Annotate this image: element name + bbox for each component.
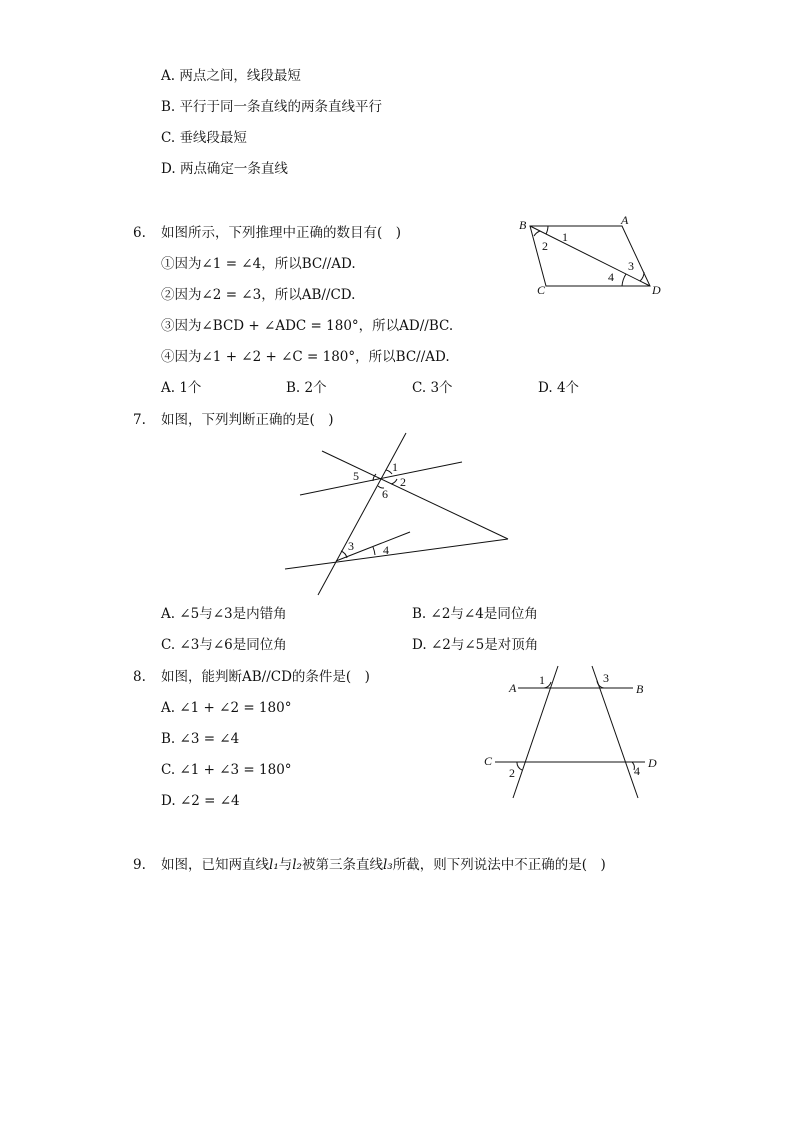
item-marker: ④ [161,349,175,365]
angle-4-label: 4 [383,543,389,557]
option-text: ∠2 = ∠4 [179,793,240,809]
angle-2-label: 2 [400,475,406,489]
transversal-left [513,666,558,798]
stem-text: 与 [278,857,293,873]
option-label: A. [161,380,176,396]
q7-stem: 如图，下列判断正确的是( ) [161,412,334,428]
option-text: ∠1 + ∠2 = 180° [179,700,292,716]
point-b-label: B [519,218,527,232]
angle-arc-2 [517,762,522,770]
point-b-label: B [636,682,644,696]
option-label: D. [161,793,176,809]
option-text: 两点之间，线段最短 [179,68,301,84]
angle-2-label: 2 [542,239,548,253]
point-a-label: A [509,681,517,695]
option-text: 垂线段最短 [179,130,247,146]
angle-1-label: 1 [562,230,568,244]
line-l2: l₂ [292,857,302,873]
option-text: 平行于同一条直线的两条直线平行 [179,99,383,115]
angle-5-label: 5 [353,469,359,483]
q7-number: 7. [133,412,146,428]
point-a-label: A [621,213,629,227]
option-label: D. [538,380,553,396]
option-text: ∠1 + ∠3 = 180° [179,762,292,778]
angle-1-label: 1 [392,460,398,474]
option-label: D. [412,637,427,653]
angle-3-label: 3 [603,671,609,685]
angle-2-label: 2 [509,766,515,780]
item-text: 因为∠BCD + ∠ADC = 180°，所以AD//BC. [174,318,454,334]
item-text: 因为∠1 = ∠4，所以BC//AD. [174,256,356,272]
angle-arc-1 [544,682,551,688]
option-label: C. [161,637,176,653]
option-text: ∠3 = ∠4 [179,731,240,747]
option-text: 2个 [304,380,327,396]
angle-6-label: 6 [382,487,388,501]
q9-stem [161,856,606,874]
stem-text: 如图，已知两直线 [161,857,269,873]
q6-number: 6. [133,225,146,241]
angle-3-label: 3 [628,259,634,273]
option-text: ∠2与∠5是对顶角 [430,637,539,653]
q9-number: 9. [133,857,146,873]
item-marker: ① [161,256,175,272]
option-label: C. [161,762,176,778]
angle-4-label: 4 [608,270,614,284]
stem-text: 所截，则下列说法中不正确的是( ) [392,857,606,873]
option-text: 两点确定一条直线 [179,161,288,177]
angle-3-label: 3 [348,539,354,553]
item-marker: ③ [161,318,175,334]
stem-text: 被第三条直线 [301,857,383,873]
line-l1: l₁ [269,857,279,873]
line-l3: l₃ [382,857,393,873]
angle-4-label: 4 [634,764,640,778]
option-label: C. [412,380,427,396]
option-label: A. [161,700,176,716]
option-label: A. [161,606,176,622]
option-text: 3个 [430,380,453,396]
q6-stem: 如图所示，下列推理中正确的数目有( ) [161,225,402,241]
point-d-label: D [648,756,657,770]
option-text: ∠2与∠4是同位角 [430,606,538,622]
q8-stem: 如图，能判断AB//CD的条件是( ) [161,669,370,685]
item-text: 因为∠1 + ∠2 + ∠C = 180°，所以BC//AD. [174,349,450,365]
option-label: B. [161,731,176,747]
option-text: 1个 [179,380,202,396]
option-label: B. [161,99,176,115]
item-text: 因为∠2 = ∠3，所以AB//CD. [174,287,356,303]
option-text: ∠3与∠6是同位角 [179,637,287,653]
option-label: B. [412,606,427,622]
option-label: C. [161,130,176,146]
option-label: B. [286,380,301,396]
point-d-label: D [652,283,661,297]
item-marker: ② [161,287,175,303]
option-text: 4个 [556,380,580,396]
option-label: A. [161,68,176,84]
option-text: ∠5与∠3是内错角 [179,606,287,622]
point-c-label: C [484,754,493,768]
point-c-label: C [537,283,546,297]
q8-number: 8. [133,669,146,685]
angle-1-label: 1 [539,673,545,687]
option-label: D. [161,161,176,177]
